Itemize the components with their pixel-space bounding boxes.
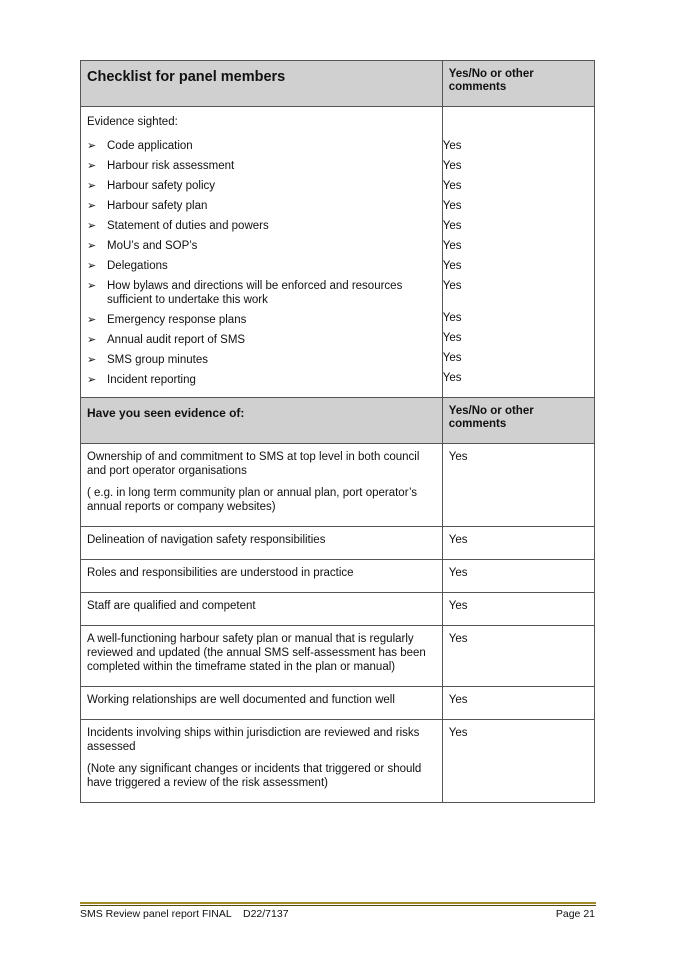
evidence-question-row <box>81 720 595 803</box>
evidence-question-row <box>81 593 595 626</box>
evidence-item <box>81 159 442 173</box>
evidence-item-answer: Yes <box>442 240 462 252</box>
evidence-question-row <box>81 444 595 527</box>
evidence-item <box>81 259 442 273</box>
evidence-question-row <box>81 560 595 593</box>
footer-document-id: SMS Review panel report FINAL D22/7137 <box>80 908 289 920</box>
evidence-question-row <box>81 626 595 687</box>
checklist-title: Checklist for panel members <box>87 69 286 85</box>
evidence-item <box>81 373 442 387</box>
evidence-question-text: Ownership of and commitment to SMS at top level in both council and port operator organisations <box>87 451 420 477</box>
evidence-question-answer: Yes <box>448 567 468 579</box>
checklist-table <box>80 60 595 803</box>
evidence-item-answer: Yes <box>442 140 462 152</box>
evidence-item <box>81 353 442 367</box>
evidence-question-answer: Yes <box>448 727 468 739</box>
bullet-arrow-icon: ➢ <box>87 240 97 252</box>
evidence-item-label: Code application <box>107 140 193 152</box>
evidence-answer-list <box>443 139 594 391</box>
evidence-item <box>81 219 442 233</box>
evidence-item-answer: Yes <box>442 372 462 384</box>
evidence-question-row <box>81 527 595 560</box>
bullet-arrow-icon: ➢ <box>87 140 97 152</box>
evidence-item-label: How bylaws and directions will be enforced and resources sufficient to undertake this work <box>107 280 403 306</box>
evidence-item-label: Harbour safety plan <box>107 200 208 212</box>
evidence-question-text: Incidents involving ships within jurisdiction are reviewed and risks assessed <box>87 727 420 753</box>
evidence-header-row <box>81 398 595 444</box>
evidence-question-answer: Yes <box>448 534 468 546</box>
evidence-question-text: A well-functioning harbour safety plan or manual that is regularly reviewed and updated (the annual SMS self-assessment has been completed within the timeframe stated in the plan or manual) <box>87 633 426 673</box>
evidence-question-header: Have you seen evidence of: <box>87 406 245 420</box>
evidence-item-answer: Yes <box>442 332 462 344</box>
evidence-item <box>81 313 442 327</box>
evidence-item-label: MoU’s and SOP’s <box>107 240 198 252</box>
evidence-item-label: Incident reporting <box>107 374 196 386</box>
bullet-arrow-icon: ➢ <box>87 354 97 366</box>
evidence-question-answer: Yes <box>448 600 468 612</box>
evidence-question-note: (Note any significant changes or incidents that triggered or should have triggered a review of the risk assessment) <box>87 763 422 789</box>
evidence-item-answer: Yes <box>442 312 462 324</box>
bullet-arrow-icon: ➢ <box>87 160 97 172</box>
evidence-item-label: Annual audit report of SMS <box>107 334 246 346</box>
evidence-item-label: SMS group minutes <box>107 354 208 366</box>
checklist-answer-header: Yes/No or other comments <box>448 68 534 93</box>
evidence-item <box>81 199 442 213</box>
evidence-item <box>81 279 442 307</box>
bullet-arrow-icon: ➢ <box>87 314 97 326</box>
footer-page-number: Page 21 <box>555 908 595 920</box>
bullet-arrow-icon: ➢ <box>87 180 97 192</box>
evidence-item <box>81 333 442 347</box>
evidence-list <box>81 139 442 387</box>
evidence-item-label: Statement of duties and powers <box>107 220 269 232</box>
bullet-arrow-icon: ➢ <box>87 334 97 346</box>
evidence-item <box>81 179 442 193</box>
bullet-arrow-icon: ➢ <box>87 374 97 386</box>
evidence-question-text: Staff are qualified and competent <box>87 600 256 612</box>
evidence-answer-header: Yes/No or other comments <box>448 405 534 430</box>
evidence-sighted-row <box>81 107 595 398</box>
bullet-arrow-icon: ➢ <box>87 200 97 212</box>
evidence-item-label: Emergency response plans <box>107 314 247 326</box>
footer-rule <box>80 902 596 904</box>
bullet-arrow-icon: ➢ <box>87 220 97 232</box>
evidence-item-answer: Yes <box>442 260 462 272</box>
evidence-item-answer: Yes <box>442 200 462 212</box>
evidence-question-text: Roles and responsibilities are understood in practice <box>87 567 354 579</box>
evidence-item-answer: Yes <box>442 220 462 232</box>
evidence-item-answer: Yes <box>442 352 462 364</box>
evidence-item-label: Harbour risk assessment <box>107 160 235 172</box>
evidence-item <box>81 139 442 153</box>
evidence-question-answer: Yes <box>448 451 468 463</box>
evidence-question-answer: Yes <box>448 633 468 645</box>
evidence-question-text: Delineation of navigation safety responsibilities <box>87 534 326 546</box>
evidence-rows <box>81 444 595 803</box>
evidence-question-note: ( e.g. in long term community plan or annual plan, port operator’s annual reports or company websites) <box>87 487 418 513</box>
evidence-question-row <box>81 687 595 720</box>
evidence-item-answer: Yes <box>442 160 462 172</box>
evidence-sighted-label: Evidence sighted: <box>87 116 178 128</box>
evidence-item <box>81 239 442 253</box>
evidence-item-label: Delegations <box>107 260 168 272</box>
evidence-question-text: Working relationships are well documented and function well <box>87 694 395 706</box>
evidence-question-answer: Yes <box>448 694 468 706</box>
bullet-arrow-icon: ➢ <box>87 260 97 272</box>
checklist-header-row <box>81 61 595 107</box>
footer-rule-thin <box>80 905 596 906</box>
evidence-item-answer: Yes <box>442 280 462 292</box>
bullet-arrow-icon: ➢ <box>87 280 97 292</box>
evidence-item-label: Harbour safety policy <box>107 180 216 192</box>
evidence-item-answer: Yes <box>442 180 462 192</box>
